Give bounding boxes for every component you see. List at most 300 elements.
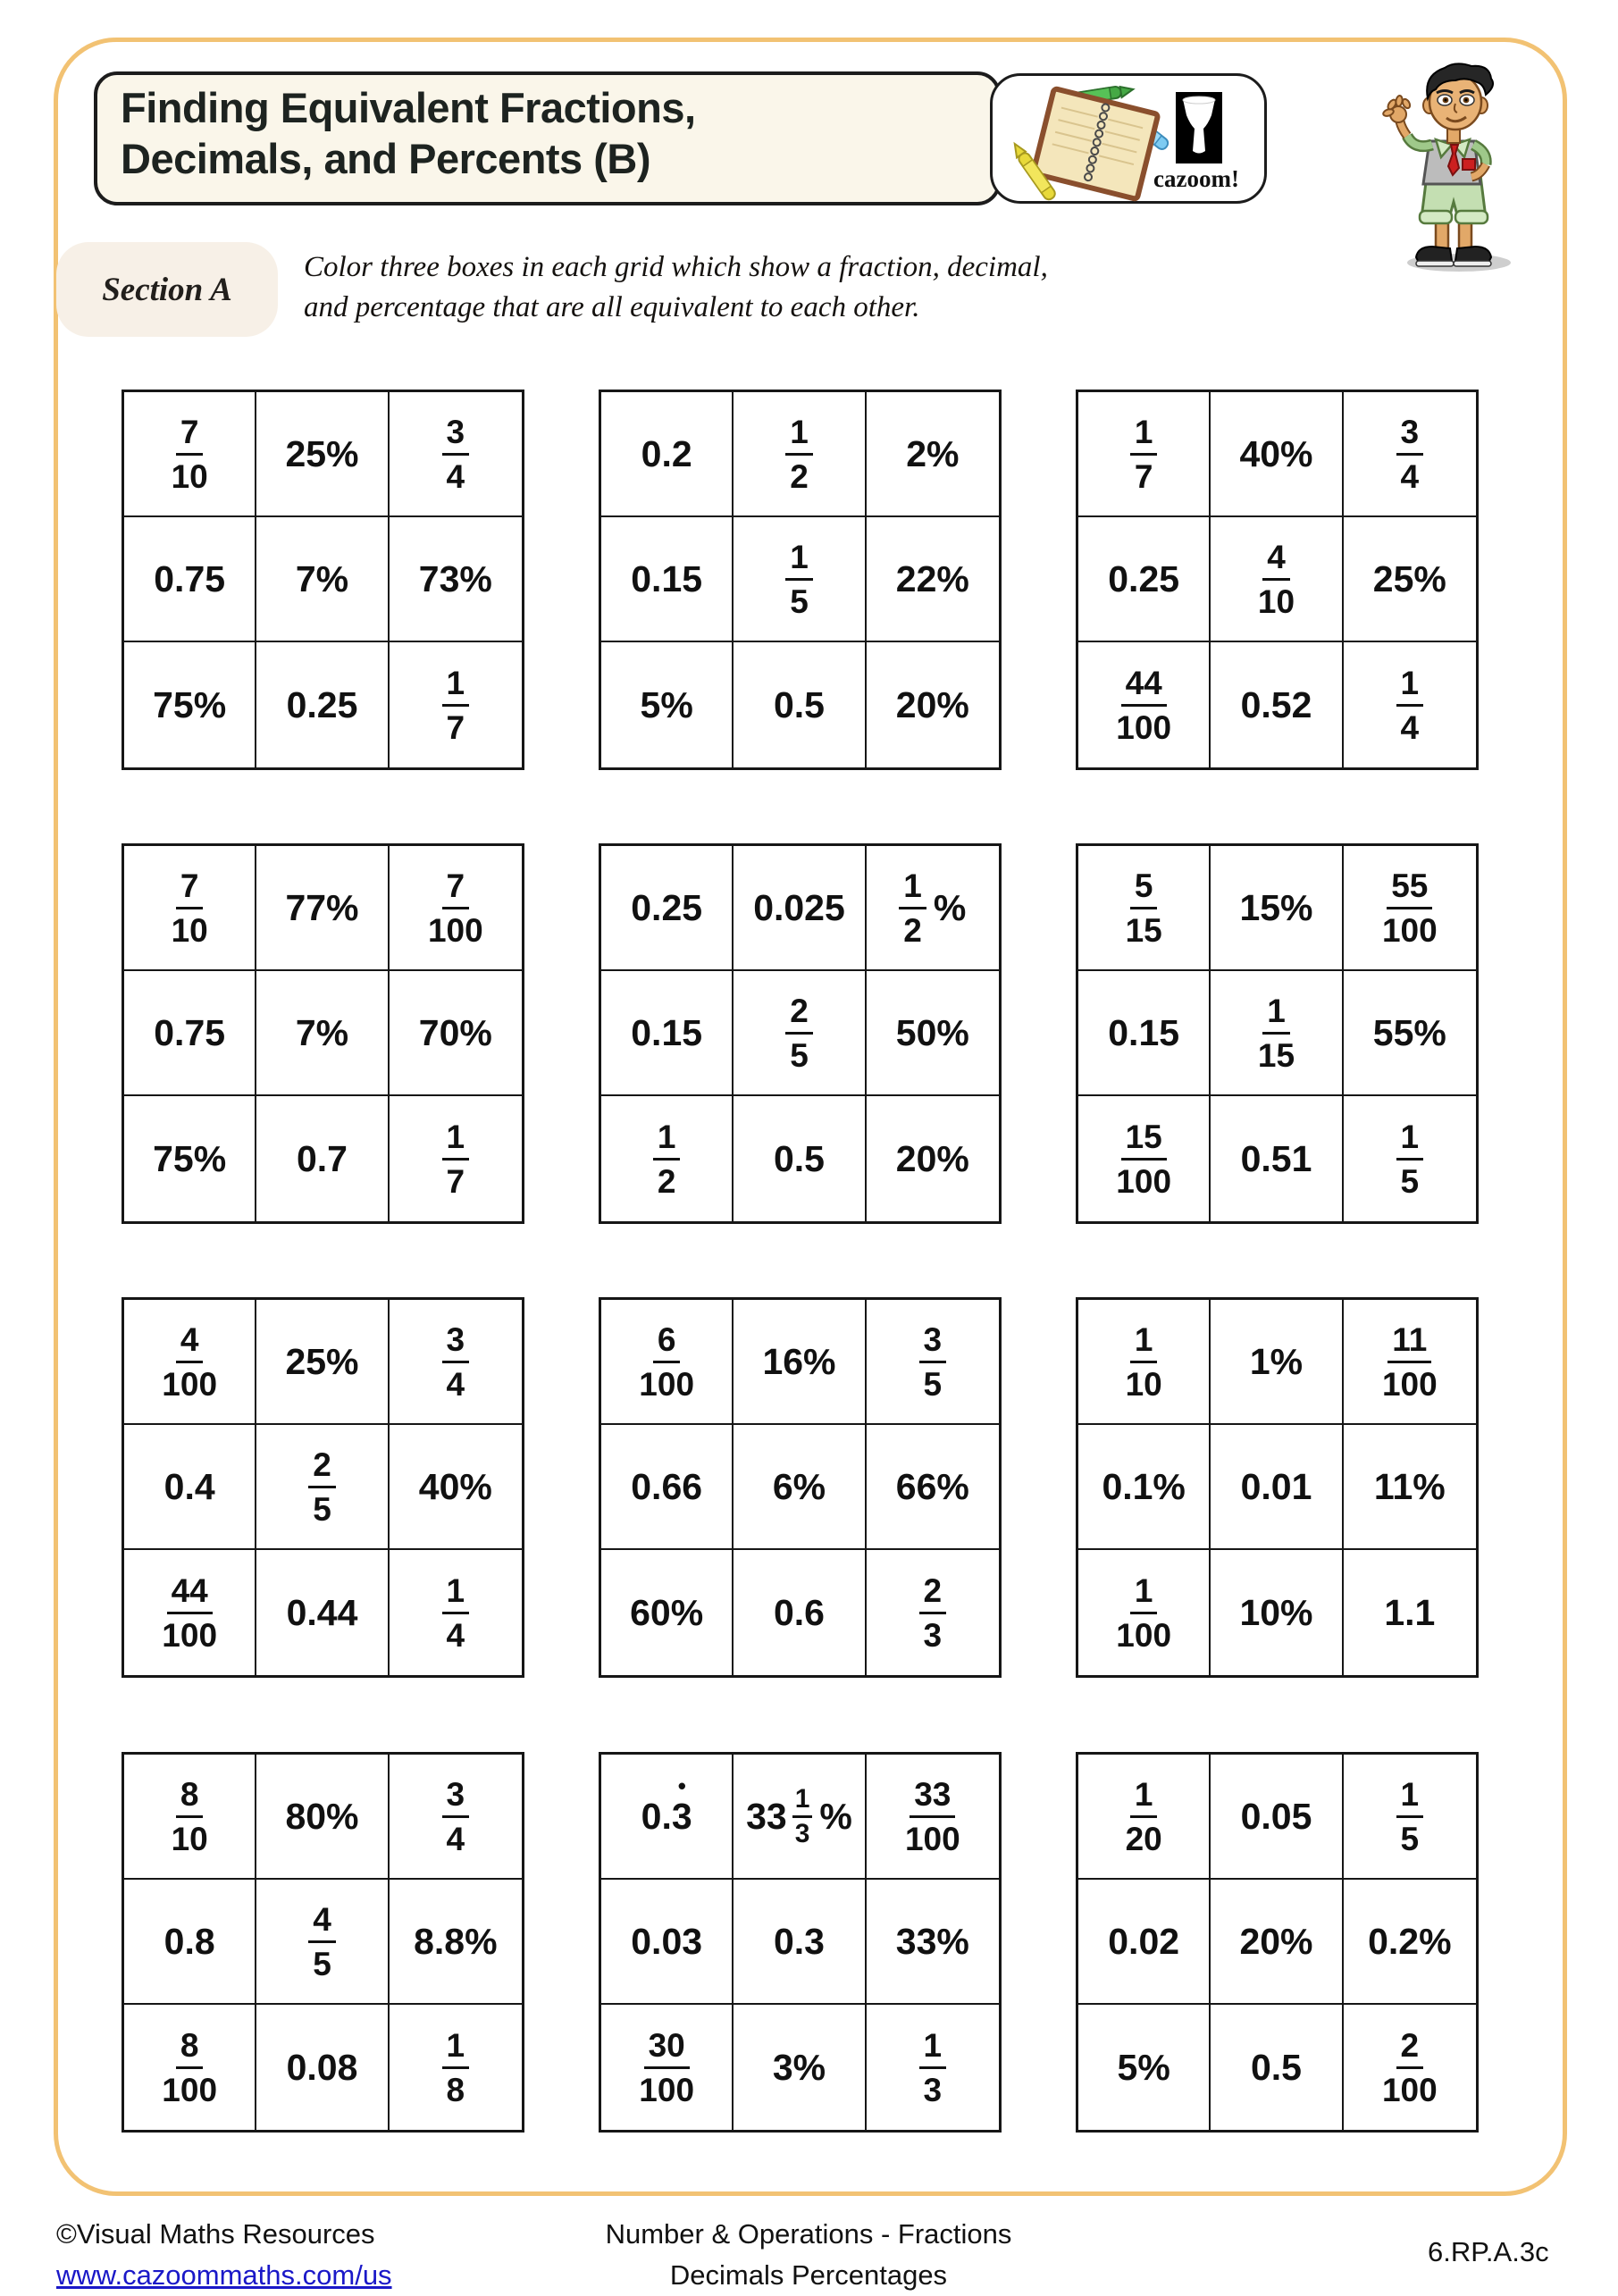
cell-value: 0.025 (753, 886, 845, 928)
grid-cell[interactable] (1211, 392, 1343, 517)
cell-value: 0.25 (286, 683, 358, 725)
grid-cell[interactable] (734, 1096, 866, 1221)
fraction-denominator: 2 (657, 1162, 676, 1200)
grid-cell[interactable] (1078, 517, 1211, 642)
grid-cell[interactable] (256, 2005, 389, 2130)
cell-value: 0.03 (631, 1920, 703, 1962)
grid-cell[interactable] (124, 2005, 256, 2130)
cell-value: 0.6 (773, 1591, 825, 1633)
grid-cell[interactable] (124, 392, 256, 517)
grid-cell[interactable] (867, 1550, 999, 1675)
grid-cell[interactable] (1211, 517, 1343, 642)
fraction-denominator: 5 (790, 582, 809, 620)
grid-cell[interactable] (1211, 1880, 1343, 2005)
fraction (442, 665, 470, 746)
grid-cell[interactable] (1211, 1300, 1343, 1425)
grid-cell[interactable] (867, 1755, 999, 1880)
cell-value: 75% (153, 1137, 227, 1179)
equivalence-grid-5 (599, 843, 1002, 1224)
fraction (1382, 2027, 1438, 2108)
fraction (639, 2027, 694, 2108)
grid-cell[interactable] (124, 1755, 256, 1880)
fraction-numerator: 33 (910, 1776, 955, 1818)
fraction-denominator: 100 (162, 2071, 218, 2108)
grid-cell[interactable] (734, 1550, 866, 1675)
grid-cell[interactable] (1078, 1550, 1211, 1675)
grid-cell[interactable] (1078, 1880, 1211, 2005)
page-title-line2: Decimals, and Percents (B) (121, 135, 650, 182)
grid-cell[interactable] (1344, 1880, 1476, 2005)
fraction-denominator: 7 (1134, 457, 1153, 495)
fraction (308, 1446, 336, 1528)
grid-cell[interactable] (124, 1550, 256, 1675)
fraction (653, 1119, 681, 1200)
grid-cell[interactable] (390, 1550, 522, 1675)
fraction (172, 1776, 208, 1857)
fraction-numerator: 55 (1387, 867, 1432, 909)
fraction-numerator: 1 (785, 414, 813, 456)
fraction-numerator: 44 (167, 1572, 213, 1614)
fraction-numerator: 2 (785, 993, 813, 1035)
grid-cell[interactable] (601, 642, 734, 767)
grid-cell[interactable] (1078, 642, 1211, 767)
brand-badge (990, 73, 1267, 204)
footer-topic-line1: Number & Operations - Fractions (605, 2218, 1012, 2250)
fraction-numerator: 1 (785, 539, 813, 581)
grid-cell[interactable] (124, 1880, 256, 2005)
fraction-numerator: 7 (176, 414, 204, 456)
cell-value: 5% (1117, 2046, 1170, 2088)
fraction (785, 993, 813, 1074)
grid-cell[interactable] (256, 846, 389, 971)
grid-cell[interactable] (867, 517, 999, 642)
cell-value: 55% (1372, 1011, 1446, 1053)
cell-value: 0.25 (631, 886, 703, 928)
cell-value: 25% (285, 1340, 359, 1382)
standard-code: 6.RP.A.3c (1428, 2236, 1549, 2267)
cell-value: 7% (295, 557, 349, 599)
fraction (785, 539, 813, 620)
fraction-numerator: 1 (1130, 1776, 1158, 1818)
equivalence-grid-8 (599, 1297, 1002, 1678)
fraction (1116, 1119, 1171, 1200)
grid-cell[interactable] (256, 1300, 389, 1425)
grid-cell[interactable] (1344, 971, 1476, 1096)
fraction-numerator: 1 (1396, 665, 1424, 707)
fraction-numerator: 4 (308, 1901, 336, 1943)
cell-value: 80% (285, 1795, 359, 1837)
grid-cell[interactable] (734, 517, 866, 642)
fraction (162, 2027, 217, 2108)
cell-value: 0.51 (1240, 1137, 1312, 1179)
recurring-decimal-dot: • 3 (672, 1796, 692, 1838)
grid-cell[interactable] (256, 1425, 389, 1550)
grid-cell[interactable] (734, 392, 866, 517)
cell-value: 0.75 (154, 557, 226, 599)
grid-cell[interactable] (734, 846, 866, 971)
cell-value: 25% (285, 432, 359, 474)
fraction (1126, 867, 1162, 949)
cell-value: 0.5 (773, 683, 825, 725)
fraction-denominator: 100 (639, 1365, 695, 1403)
cell-value: 22% (895, 557, 969, 599)
cell-value: 60% (630, 1591, 704, 1633)
grid-cell[interactable] (256, 1880, 389, 2005)
instruction-line2: and percentage that are all equivalent to each other. (304, 291, 920, 323)
fraction-denominator: 3 (923, 1616, 943, 1654)
cell-value: 0.15 (1108, 1011, 1180, 1053)
cell-value: 0.5 (773, 1137, 825, 1179)
grid-cell[interactable] (1078, 846, 1211, 971)
grid-cell[interactable] (734, 1300, 866, 1425)
cazoom-logo-text: cazoom! (1153, 165, 1239, 192)
grid-cell[interactable] (390, 971, 522, 1096)
cazoom-website-link[interactable]: www.cazoommaths.com/us (56, 2259, 392, 2291)
cell-value: 66% (895, 1465, 969, 1507)
grid-cell[interactable] (1344, 517, 1476, 642)
djembe-drum-icon (1176, 92, 1222, 163)
cell-value: 1% (1249, 1340, 1304, 1382)
fraction-denominator: 100 (639, 2071, 695, 2108)
cell-value: 20% (895, 1137, 969, 1179)
fraction-numerator: 6 (653, 1321, 681, 1363)
equivalence-grid-3 (1076, 390, 1479, 770)
fraction-numerator: 1 (1396, 1776, 1424, 1818)
fraction (442, 1572, 470, 1654)
fraction-denominator: 100 (904, 1820, 960, 1857)
cell-value: 0.7 (296, 1137, 348, 1179)
grid-cell[interactable] (867, 971, 999, 1096)
fraction-numerator: 3 (442, 1776, 470, 1818)
cell-value: 50% (895, 1011, 969, 1053)
cell-value: 8.8% (414, 1920, 498, 1962)
fraction (919, 1572, 947, 1654)
fraction-denominator: 100 (1381, 2071, 1438, 2108)
grid-cell[interactable] (1211, 1550, 1343, 1675)
fraction-denominator: 10 (1125, 1365, 1162, 1403)
fraction-denominator: 100 (1116, 1162, 1172, 1200)
fraction (1382, 867, 1438, 949)
grid-cell[interactable] (1211, 1755, 1343, 1880)
grid-cell[interactable] (124, 1300, 256, 1425)
grid-cell[interactable] (734, 1425, 866, 1550)
cell-value: 0.15 (631, 1011, 703, 1053)
fraction-numerator: 3 (919, 1321, 947, 1363)
grid-cell[interactable] (601, 1880, 734, 2005)
grid-cell[interactable] (734, 1755, 866, 1880)
fraction-numerator: 2 (919, 1572, 947, 1614)
grid-cell[interactable] (1344, 1550, 1476, 1675)
grid-cell[interactable] (124, 971, 256, 1096)
fraction (1126, 1776, 1162, 1857)
grid-cell[interactable] (601, 846, 734, 971)
fraction-numerator: 7 (442, 867, 470, 909)
fraction-denominator: 100 (162, 1365, 218, 1403)
fraction (1258, 539, 1295, 620)
page-title (121, 82, 978, 184)
mixed-number-whole: 33 (746, 1795, 787, 1837)
fraction-denominator: 7 (446, 1162, 465, 1200)
fraction-denominator: 4 (446, 1820, 465, 1857)
grid-cell[interactable] (867, 1880, 999, 2005)
grid-cell[interactable] (390, 1300, 522, 1425)
grid-cell[interactable] (390, 1755, 522, 1880)
fraction (442, 1119, 470, 1200)
grid-cell[interactable] (1344, 1300, 1476, 1425)
grid-cell[interactable] (124, 517, 256, 642)
grid-cell[interactable] (1344, 1425, 1476, 1550)
grid-cell[interactable] (601, 1300, 734, 1425)
grid-cell[interactable] (1344, 392, 1476, 517)
grid-cell[interactable] (601, 1096, 734, 1221)
fraction-denominator: 100 (427, 911, 483, 949)
fraction-denominator: 100 (1116, 1616, 1172, 1654)
grid-cell[interactable] (256, 1550, 389, 1675)
cell-value: 40% (1239, 432, 1313, 474)
fraction (1396, 1776, 1424, 1857)
grid-cell[interactable] (1078, 1300, 1211, 1425)
fraction-numerator: 1 (1262, 993, 1290, 1035)
grid-cell[interactable] (256, 1096, 389, 1221)
cell-value: 77% (285, 886, 359, 928)
grid-cell[interactable] (1078, 971, 1211, 1096)
grid-cell[interactable] (1211, 971, 1343, 1096)
fraction-numerator: 30 (644, 2027, 690, 2069)
fraction (442, 414, 470, 495)
cell-value: 0.4 (163, 1465, 215, 1507)
grid-cell[interactable] (867, 1300, 999, 1425)
grid-cell[interactable] (1211, 1096, 1343, 1221)
grid-cell[interactable] (390, 1096, 522, 1221)
fraction-denominator: 15 (1125, 911, 1162, 949)
fraction (919, 2027, 947, 2108)
equivalence-grid-11 (599, 1752, 1002, 2133)
fraction-numerator: 1 (1130, 1321, 1158, 1363)
cell-value: 6% (772, 1465, 826, 1507)
cell-value: 10% (1239, 1591, 1313, 1633)
fraction-denominator: 5 (1400, 1820, 1420, 1857)
grid-cell[interactable] (256, 392, 389, 517)
fraction (1116, 1572, 1171, 1654)
fraction-denominator: 10 (171, 457, 208, 495)
fraction-numerator: 3 (1396, 414, 1424, 456)
cell-value: 5% (640, 683, 693, 725)
grid-cell[interactable] (124, 1096, 256, 1221)
grid-cell[interactable] (1344, 2005, 1476, 2130)
cell-value: 0.75 (154, 1011, 226, 1053)
grid-cell[interactable] (390, 1425, 522, 1550)
fraction (1116, 665, 1171, 746)
grid-cell[interactable] (1078, 2005, 1211, 2130)
fraction-denominator: 15 (1257, 1036, 1295, 1074)
grid-cell[interactable] (390, 846, 522, 971)
fraction-numerator: 2 (308, 1446, 336, 1488)
grid-cell[interactable] (124, 642, 256, 767)
fraction-numerator: 8 (176, 1776, 204, 1818)
cell-value: 3% (772, 2046, 826, 2088)
grid-cell[interactable] (256, 971, 389, 1096)
grid-cell[interactable] (124, 846, 256, 971)
grid-cell[interactable] (1344, 1096, 1476, 1221)
grid-cell[interactable] (1344, 846, 1476, 971)
grid-cell[interactable] (734, 2005, 866, 2130)
fraction-denominator: 5 (313, 1945, 331, 1982)
equivalence-grid-7 (122, 1297, 524, 1678)
fraction-numerator: 44 (1121, 665, 1167, 707)
grid-cell[interactable] (867, 392, 999, 517)
grid-cell[interactable] (1078, 1096, 1211, 1221)
fraction-numerator: 1 (653, 1119, 681, 1161)
instruction-line1: Color three boxes in each grid which show a fraction, decimal, (304, 251, 1048, 283)
fraction-numerator: 1 (1130, 1572, 1158, 1614)
cell-value: 0.01 (1240, 1465, 1312, 1507)
fraction (1382, 1321, 1438, 1403)
grid-cell[interactable] (601, 2005, 734, 2130)
fraction-numerator: 2 (1396, 2027, 1424, 2069)
fraction (162, 1321, 217, 1403)
footer-center (407, 2214, 1211, 2296)
cell-value: 0.3 (773, 1920, 825, 1962)
fraction-denominator: 20 (1125, 1820, 1162, 1857)
grid-cell[interactable] (124, 1425, 256, 1550)
grid-cell[interactable] (601, 971, 734, 1096)
fraction (308, 1901, 336, 1982)
cell-value: 11% (1373, 1465, 1446, 1507)
cell-value: 0.2 (641, 432, 692, 474)
grid-cell[interactable] (734, 642, 866, 767)
footer-left (56, 2214, 392, 2296)
grid-cell[interactable] (867, 2005, 999, 2130)
fraction-denominator: 100 (1116, 708, 1172, 746)
grid-cell[interactable] (867, 1425, 999, 1550)
cell-value: 75% (153, 683, 227, 725)
instruction-text (304, 247, 1287, 328)
cell-value: 70% (418, 1011, 492, 1053)
fraction-denominator: 4 (446, 457, 465, 495)
fraction (1396, 665, 1424, 746)
grid-cell[interactable] (1211, 642, 1343, 767)
grid-cell[interactable] (390, 642, 522, 767)
equivalence-grid-4 (122, 843, 524, 1224)
fraction-denominator: 100 (162, 1616, 218, 1654)
grid-cell[interactable] (390, 2005, 522, 2130)
fraction (639, 1321, 694, 1403)
fraction (172, 867, 208, 949)
equivalence-grid-12 (1076, 1752, 1479, 2133)
fraction-numerator: 4 (1262, 539, 1290, 581)
cell-value: 0.8 (163, 1920, 215, 1962)
fraction (899, 867, 926, 949)
grid-cell[interactable] (867, 846, 999, 971)
grid-cell[interactable] (1344, 642, 1476, 767)
grid-cell[interactable] (256, 517, 389, 642)
fraction-denominator: 10 (171, 1820, 208, 1857)
fraction-numerator: 4 (176, 1321, 204, 1363)
cell-value: 1.1 (1384, 1591, 1436, 1633)
cell-value: 15% (1239, 886, 1313, 928)
fraction-denominator: 3 (794, 1818, 810, 1848)
grid-cell[interactable] (1211, 1425, 1343, 1550)
fraction (172, 414, 208, 495)
fraction (428, 867, 483, 949)
fraction (1130, 414, 1158, 495)
grid-cell[interactable] (1211, 846, 1343, 971)
fraction (1258, 993, 1295, 1074)
grid-cell[interactable] (256, 642, 389, 767)
percent-suffix: % (819, 1795, 852, 1837)
fraction-numerator: 1 (442, 1572, 470, 1614)
cell-value: 20% (895, 683, 969, 725)
fraction-denominator: 5 (1400, 1162, 1420, 1200)
cell-value: 0.5 (1250, 2046, 1302, 2088)
fraction-denominator: 10 (1257, 582, 1295, 620)
grid-cell[interactable] (734, 971, 866, 1096)
fraction-denominator: 4 (446, 1616, 465, 1654)
cell-value: 0.66 (631, 1465, 703, 1507)
fraction-numerator: 1 (899, 867, 926, 909)
cell-value: 0.52 (1240, 683, 1312, 725)
grid-cell[interactable] (1078, 1755, 1211, 1880)
fraction-numerator: 1 (919, 2027, 947, 2069)
grid-cell[interactable] (390, 1880, 522, 2005)
fraction (1396, 1119, 1424, 1200)
fraction (919, 1321, 947, 1403)
cell-value: 0.• 3 (641, 1796, 692, 1838)
grid-cell[interactable] (601, 392, 734, 517)
cell-value: 33% (895, 1920, 969, 1962)
cell-value: 0.15 (631, 557, 703, 599)
fraction-denominator: 7 (446, 708, 465, 746)
fraction (785, 414, 813, 495)
grid-cell[interactable] (1078, 1425, 1211, 1550)
fraction (442, 1321, 470, 1403)
equivalence-grid-2 (599, 390, 1002, 770)
grid-cell[interactable] (1344, 1755, 1476, 1880)
fraction (1126, 1321, 1162, 1403)
grid-cell[interactable] (256, 1755, 389, 1880)
fraction (1396, 414, 1424, 495)
fraction-denominator: 10 (171, 911, 208, 949)
grid-cell[interactable] (601, 1755, 734, 1880)
grid-cell[interactable] (601, 1425, 734, 1550)
fraction-denominator: 8 (446, 2071, 465, 2108)
fraction-numerator: 1 (1396, 1119, 1424, 1161)
grid-cell[interactable] (601, 1550, 734, 1675)
fraction-numerator: 3 (442, 1321, 470, 1363)
footer-topic-line2: Decimals Percentages (669, 2259, 948, 2291)
page-title-line1: Finding Equivalent Fractions, (121, 84, 696, 131)
cell-value: 0.25 (1108, 557, 1180, 599)
grid-cell[interactable] (390, 392, 522, 517)
fraction (442, 2027, 470, 2108)
fraction-numerator: 1 (442, 665, 470, 707)
grid-cell[interactable] (601, 517, 734, 642)
cell-value: 16% (762, 1340, 836, 1382)
fraction-denominator: 4 (446, 1365, 465, 1403)
cell-value: 0.05 (1240, 1795, 1312, 1837)
grid-cell[interactable] (1078, 392, 1211, 517)
section-label: Section A (102, 271, 232, 308)
grid-cell[interactable] (867, 1096, 999, 1221)
grid-cell[interactable] (867, 642, 999, 767)
fraction-numerator: 11 (1387, 1321, 1431, 1363)
fraction-denominator: 100 (1381, 911, 1438, 949)
grid-cell[interactable] (390, 517, 522, 642)
grid-cell[interactable] (1211, 2005, 1343, 2130)
cell-value: 7% (295, 1011, 349, 1053)
equivalence-grid-10 (122, 1752, 524, 2133)
grid-cell[interactable] (734, 1880, 866, 2005)
